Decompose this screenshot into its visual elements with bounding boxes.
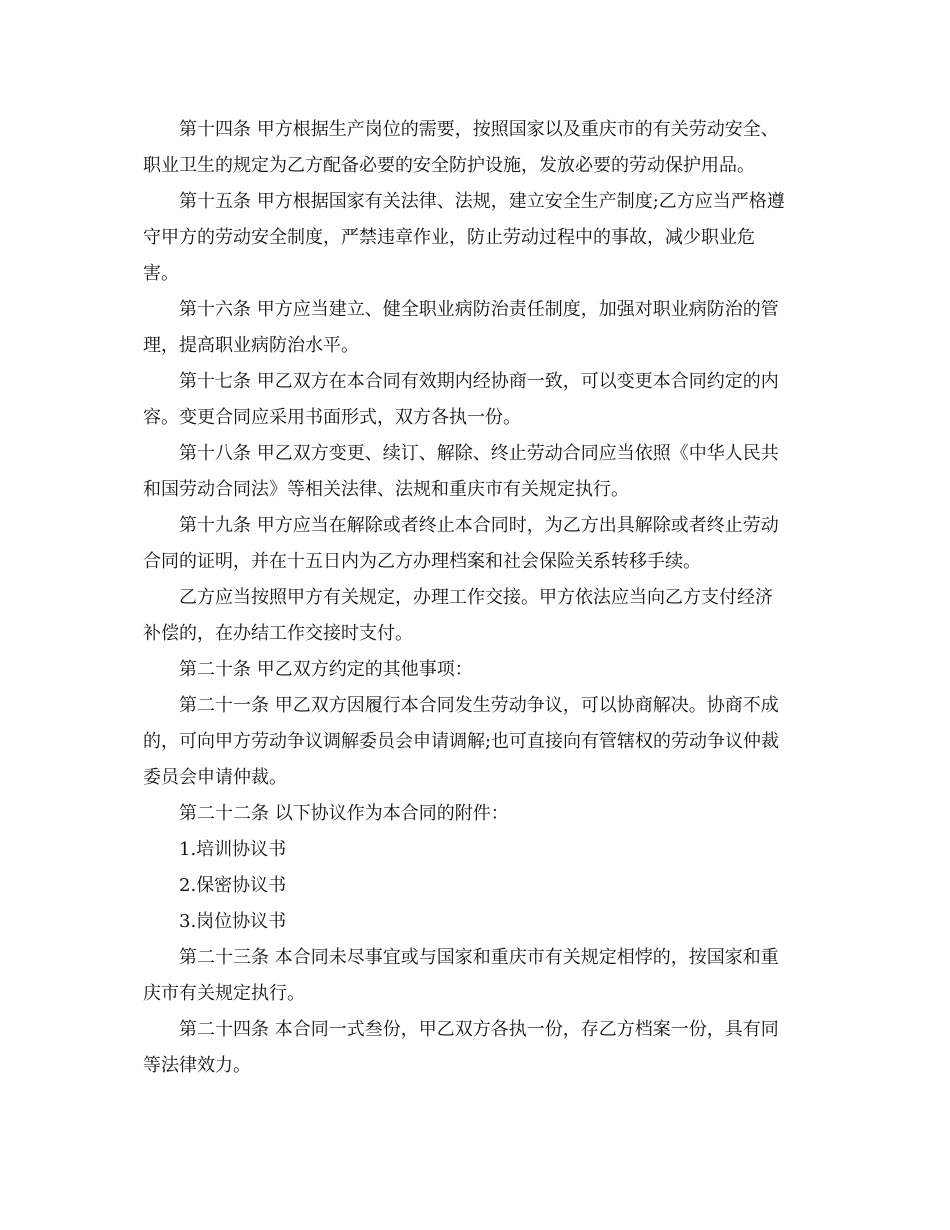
paragraph-article-17: 第十七条 甲乙双方在本合同有效期内经协商一致，可以变更本合同约定的内 容。变更合同应采用书面形式，双方各执一份。 xyxy=(143,371,779,428)
paragraph-article-21: 第二十一条 甲乙双方因履行本合同发生劳动争议，可以协商解决。协商不成 的，可向甲方劳动争议调解委员会申请调解;也可直接向有管辖权的劳动争议仲裁 委员会申请仲裁。 xyxy=(143,695,780,788)
paragraph-article-14: 第十四条 甲方根据生产岗位的需要，按照国家以及重庆市的有关劳动安全、 职业卫生的规定为乙方配备必要的安全防护设施，发放必要的劳动保护用品。 xyxy=(143,119,779,176)
list-item-confidentiality-agreement: 2.保密协议书 xyxy=(179,875,287,896)
paragraph-article-18: 第十八条 甲乙双方变更、续订、解除、终止劳动合同应当依照《中华人民共 和国劳动合同法》等相关法律、法规和重庆市有关规定执行。 xyxy=(143,443,779,500)
paragraph-article-20: 第二十条 甲乙双方约定的其他事项： xyxy=(179,659,473,680)
paragraph-article-24: 第二十四条 本合同一式叁份，甲乙双方各执一份，存乙方档案一份，具有同 等法律效力。 xyxy=(143,1019,779,1076)
paragraph-handover: 乙方应当按照甲方有关规定，办理工作交接。甲方依法应当向乙方支付经济 补偿的，在办结工作交接时支付。 xyxy=(143,587,773,644)
list-item-position-agreement: 3.岗位协议书 xyxy=(179,911,287,932)
document-body xyxy=(143,112,807,1084)
list-item-training-agreement: 1.培训协议书 xyxy=(179,839,287,860)
paragraph-article-15: 第十五条 甲方根据国家有关法律、法规，建立安全生产制度;乙方应当严格遵 守甲方的劳动安全制度，严禁违章作业，防止劳动过程中的事故，减少职业危 害。 xyxy=(143,191,785,284)
paragraph-article-19: 第十九条 甲方应当在解除或者终止本合同时，为乙方出具解除或者终止劳动 合同的证明，并在十五日内为乙方办理档案和社会保险关系转移手续。 xyxy=(143,515,779,572)
paragraph-article-22: 第二十二条 以下协议作为本合同的附件： xyxy=(179,803,509,824)
paragraph-article-16: 第十六条 甲方应当建立、健全职业病防治责任制度，加强对职业病防治的管 理，提高职业病防治水平。 xyxy=(143,299,779,356)
paragraph-article-23: 第二十三条 本合同未尽事宜或与国家和重庆市有关规定相悖的，按国家和重 庆市有关规定执行。 xyxy=(143,947,779,1004)
